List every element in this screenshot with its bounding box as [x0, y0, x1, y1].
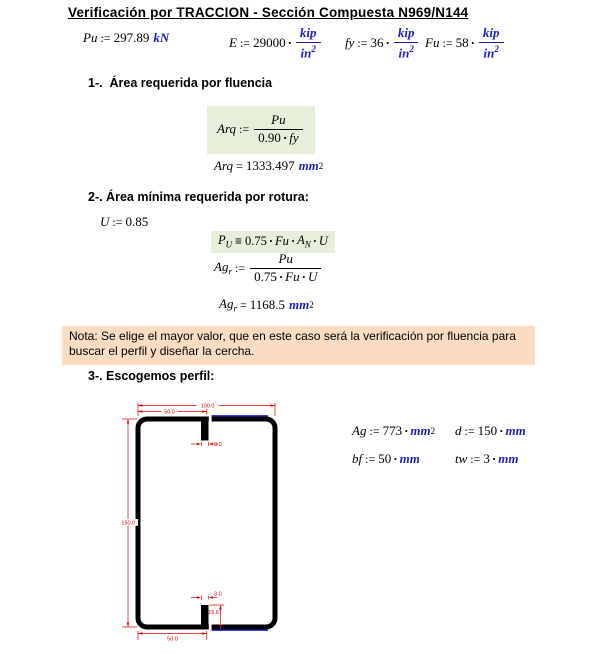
value: 1168.5 [249, 297, 286, 312]
unit: mm [505, 423, 526, 438]
equals-operator: = [236, 158, 243, 173]
value: 297.89 [113, 30, 150, 45]
math-def-u[interactable] [100, 215, 148, 230]
variable: Pu [83, 30, 98, 45]
note-highlight: Nota: Se elige el mayor valor, que en este caso será la verificación por fluencia para buscar el perfil y diseñar la cercha. [62, 326, 535, 365]
variable: $Ag_r$ [219, 296, 237, 314]
variable: $P_U$ [218, 233, 233, 250]
variable: Arq [217, 120, 237, 136]
value: 773 [382, 423, 403, 438]
section2-heading: 2-. Área mínima requerida por rotura: [88, 190, 309, 204]
assign-operator: := [239, 121, 250, 136]
assign-operator: := [442, 35, 453, 50]
unit-exponent: 2 [309, 300, 314, 311]
denominator: 0.90 · fy [258, 129, 299, 145]
multiply-dot: · [491, 451, 497, 466]
unit: mm [399, 451, 420, 466]
fraction [250, 252, 321, 285]
assign-operator: := [112, 214, 123, 229]
unit-numerator: kip [296, 26, 321, 43]
assign-operator: := [100, 30, 111, 45]
multiply-dot: · [287, 35, 292, 51]
profile-outline [138, 416, 275, 631]
math-def-e[interactable] [229, 26, 323, 61]
equals-operator: = [239, 297, 247, 312]
profile-section-drawing [108, 392, 323, 654]
variable: fy [345, 35, 355, 51]
bottom-lip [201, 605, 209, 630]
multiply-dot: · [499, 423, 504, 438]
dim-label-lip-thickness-top: 3.0 [214, 442, 222, 448]
section1-heading: 1-. Área requerida por fluencia [88, 76, 273, 90]
value: 58 [455, 35, 469, 51]
global-define-operator: ≡ [235, 233, 242, 248]
multiply-dot: · [404, 423, 409, 438]
unit-fraction [296, 26, 321, 61]
assign-operator: := [470, 451, 481, 466]
result-agr[interactable] [219, 297, 314, 314]
multiply-dot: · [385, 35, 390, 51]
assign-operator: := [234, 260, 246, 275]
math-def-pu[interactable] [83, 31, 169, 46]
dim-label-lip-thickness-bottom: 3.0 [214, 591, 222, 598]
variable: Fu [425, 35, 440, 51]
dim-label-half-top: 50.0 [164, 409, 175, 416]
fraction [254, 113, 302, 146]
numerator: Pu [250, 252, 321, 269]
variable: Arq [214, 158, 234, 173]
variable: d [455, 423, 462, 438]
unit-denominator: $in^2$ [398, 43, 414, 61]
variable: E [229, 35, 237, 51]
assign-operator: := [365, 451, 376, 466]
page-title: Verificación por TRACCION - Sección Compuesta N969/N144 [68, 5, 469, 20]
math-def-ag[interactable] [352, 424, 435, 439]
numerator: Pu [254, 113, 302, 130]
outer-shell [138, 419, 275, 627]
dim-label-half-bottom: 50.0 [167, 636, 178, 643]
unit-numerator: kip [394, 26, 419, 43]
unit: mm [289, 297, 310, 312]
math-def-fy[interactable] [345, 26, 420, 61]
math-def-tw[interactable] [455, 452, 518, 467]
value: 50 [378, 451, 392, 466]
multiply-dot: · [290, 234, 296, 249]
dim-label-lip-length: 15.6 [208, 610, 219, 616]
unit: kN [153, 30, 170, 45]
assign-operator: := [239, 35, 251, 50]
section3-heading: 3-. Escogemos perfil: [88, 369, 215, 383]
multiply-dot: · [470, 35, 475, 51]
dim-label-height: 150.0 [121, 520, 136, 527]
value: 29000 [253, 35, 286, 51]
unit: mm [410, 423, 431, 438]
variable: Fu [275, 234, 289, 249]
result-arq[interactable] [214, 159, 323, 174]
assign-operator: := [369, 423, 380, 438]
unit-exponent: 2 [318, 161, 324, 172]
unit: mm [298, 158, 319, 173]
unit-fraction [479, 26, 504, 61]
formula-pu-global[interactable] [211, 231, 335, 253]
unit-numerator: kip [479, 26, 504, 43]
unit: mm [498, 451, 519, 466]
variable: bf [352, 451, 363, 466]
top-slot-gap [209, 416, 212, 423]
value: 3 [483, 451, 490, 466]
variable: Ag [352, 423, 367, 438]
variable: $A_N$ [297, 233, 311, 250]
unit-exponent: 2 [430, 426, 436, 437]
math-def-d[interactable] [455, 424, 526, 439]
variable: $Ag_r$ [214, 258, 232, 277]
assign-operator: := [464, 423, 475, 438]
unit-denominator: $in^2$ [300, 43, 316, 61]
bottom-slot-gap [209, 624, 212, 631]
formula-arq[interactable] [207, 106, 315, 154]
variable: tw [455, 451, 468, 466]
top-lip [201, 417, 209, 441]
variable: U [100, 214, 110, 229]
variable: U [318, 234, 328, 249]
formula-agr[interactable] [214, 252, 323, 285]
unit-denominator: $in^2$ [483, 43, 499, 61]
denominator: 0.75 · Fu · U [254, 268, 318, 284]
math-def-fu[interactable] [425, 26, 506, 61]
value: 1333.497 [245, 158, 295, 173]
value: 36 [370, 35, 384, 51]
dim-label-width-top: 100.0 [200, 403, 215, 410]
assign-operator: := [357, 35, 368, 50]
value: 0.85 [125, 214, 149, 229]
multiply-dot: · [312, 234, 317, 249]
unit-fraction [394, 26, 419, 61]
value: 150 [477, 423, 498, 438]
math-def-bf[interactable] [352, 452, 420, 467]
multiply-dot: · [268, 234, 274, 249]
multiply-dot: · [393, 451, 398, 466]
coefficient: 0.75 [244, 234, 267, 249]
